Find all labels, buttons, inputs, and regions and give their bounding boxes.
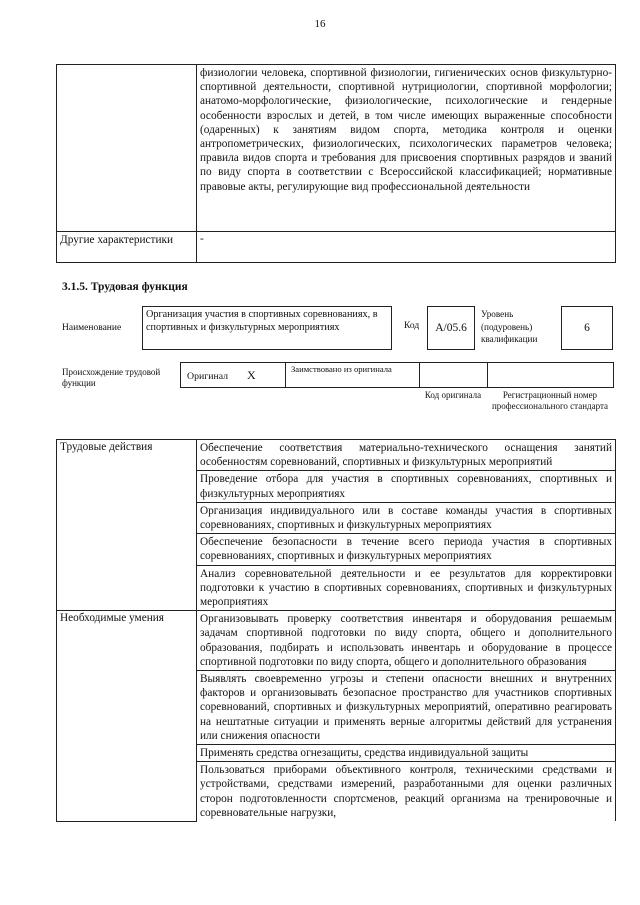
actions-label: Трудовые действия — [57, 440, 197, 611]
origin-label: Происхождение трудовой функции — [62, 367, 161, 388]
origin-divider-1 — [285, 362, 286, 388]
code-label: Код — [404, 321, 420, 331]
level-label: Уровень (подуровень) квалификации — [481, 309, 538, 344]
level-box: 6 — [561, 306, 613, 350]
original-label: Оригинал — [187, 371, 229, 382]
action-item: Организация индивидуального или в составе команды участия в спортивных соревнованиях, спортивных и физкультурных мероприятиях — [197, 502, 616, 533]
page-number: 16 — [314, 18, 326, 30]
borrowed-label: Заимствовано из оригинала — [291, 364, 392, 374]
action-item: Обеспечение безопасности в течение всего периода участия в спортивных соревнованиях, спортивных и физкультурных мероприятиях — [197, 534, 616, 565]
code-box: А/05.6 — [427, 306, 475, 350]
code-original-caption: Код оригинала — [424, 390, 482, 400]
action-item: Обеспечение соответствия материально-технического оснащения занятий особенностям соревнований, спортивных и физкультурных мероприятий — [197, 440, 616, 471]
knowledge-table — [56, 64, 616, 263]
skill-item: Выявлять своевременно угрозы и степени опасности внешних и внутренних факторов и организовывать безопасное пространство для участников спортивных соревнований, спортивных и физкультурных мероприятий, оперативно реагировать на нештатные ситуации и применять верные алгоритмы действий для устранения или снижения опасности — [197, 671, 616, 745]
other-characteristics-value: - — [197, 232, 616, 263]
skill-item: Применять средства огнезащиты, средства индивидуальной защиты — [197, 745, 616, 762]
name-label: Наименование — [62, 323, 122, 333]
skill-item: Организовывать проверку соответствия инвентаря и оборудования решаемым задачам спортивной подготовки по виду спорта, общего и дополнительного образования, подбирать и использовать инвентарь и оборудование в процессе спортивной подготовки по виду спорта, общего и дополнительного образования — [197, 611, 616, 671]
function-name-box: Организация участия в спортивных соревнованиях, в спортивных и физкультурных мероприятиях — [142, 306, 392, 350]
origin-divider-2 — [419, 362, 420, 388]
labor-function-table — [56, 439, 616, 822]
registration-caption: Регистрационный номер профессионального стандарта — [491, 390, 609, 411]
origin-row — [180, 362, 614, 388]
knowledge-text: физиологии человека, спортивной физиологии, гигиенических основ физкультурно-спортивной деятельности, спортивной нутрициологии, спортивной морфологии; анатомо-морфологические, физиологические, психологические и гендерные особенности взрослых и детей, в том числе имеющих выраженные способности (одаренных) к занятиям видом спорта, методика контроля и оценки антропометрических, физиологических, психологических параметров человека; правила видов спорта и требования для присвоения спортивных разрядов и званий по виду спорта в соответствии с Всероссийской классификацией; нормативные правовые акты, регулирующие вид профессиональной деятельности — [197, 65, 616, 232]
original-mark: Х — [247, 368, 256, 382]
section-heading: 3.1.5. Трудовая функция — [62, 281, 188, 293]
other-characteristics-label: Другие характеристики — [57, 232, 197, 263]
origin-divider-3 — [487, 362, 488, 388]
action-item: Анализ соревновательной деятельности и ее результатов для корректировки подготовки к участию в спортивных соревнованиях, спортивных и физкультурных мероприятиях — [197, 565, 616, 611]
skills-label: Необходимые умения — [57, 611, 197, 821]
skill-item: Пользоваться приборами объективного контроля, техническими средствами и устройствами, средствами измерений, разработанными для оценки различных сторон подготовленности спортсменов, реакций организма на тренировочные и соревновательные нагрузки, — [197, 762, 616, 821]
knowledge-label-cell — [57, 65, 197, 232]
action-item: Проведение отбора для участия в спортивных соревнованиях, спортивных и физкультурных мероприятиях — [197, 471, 616, 502]
